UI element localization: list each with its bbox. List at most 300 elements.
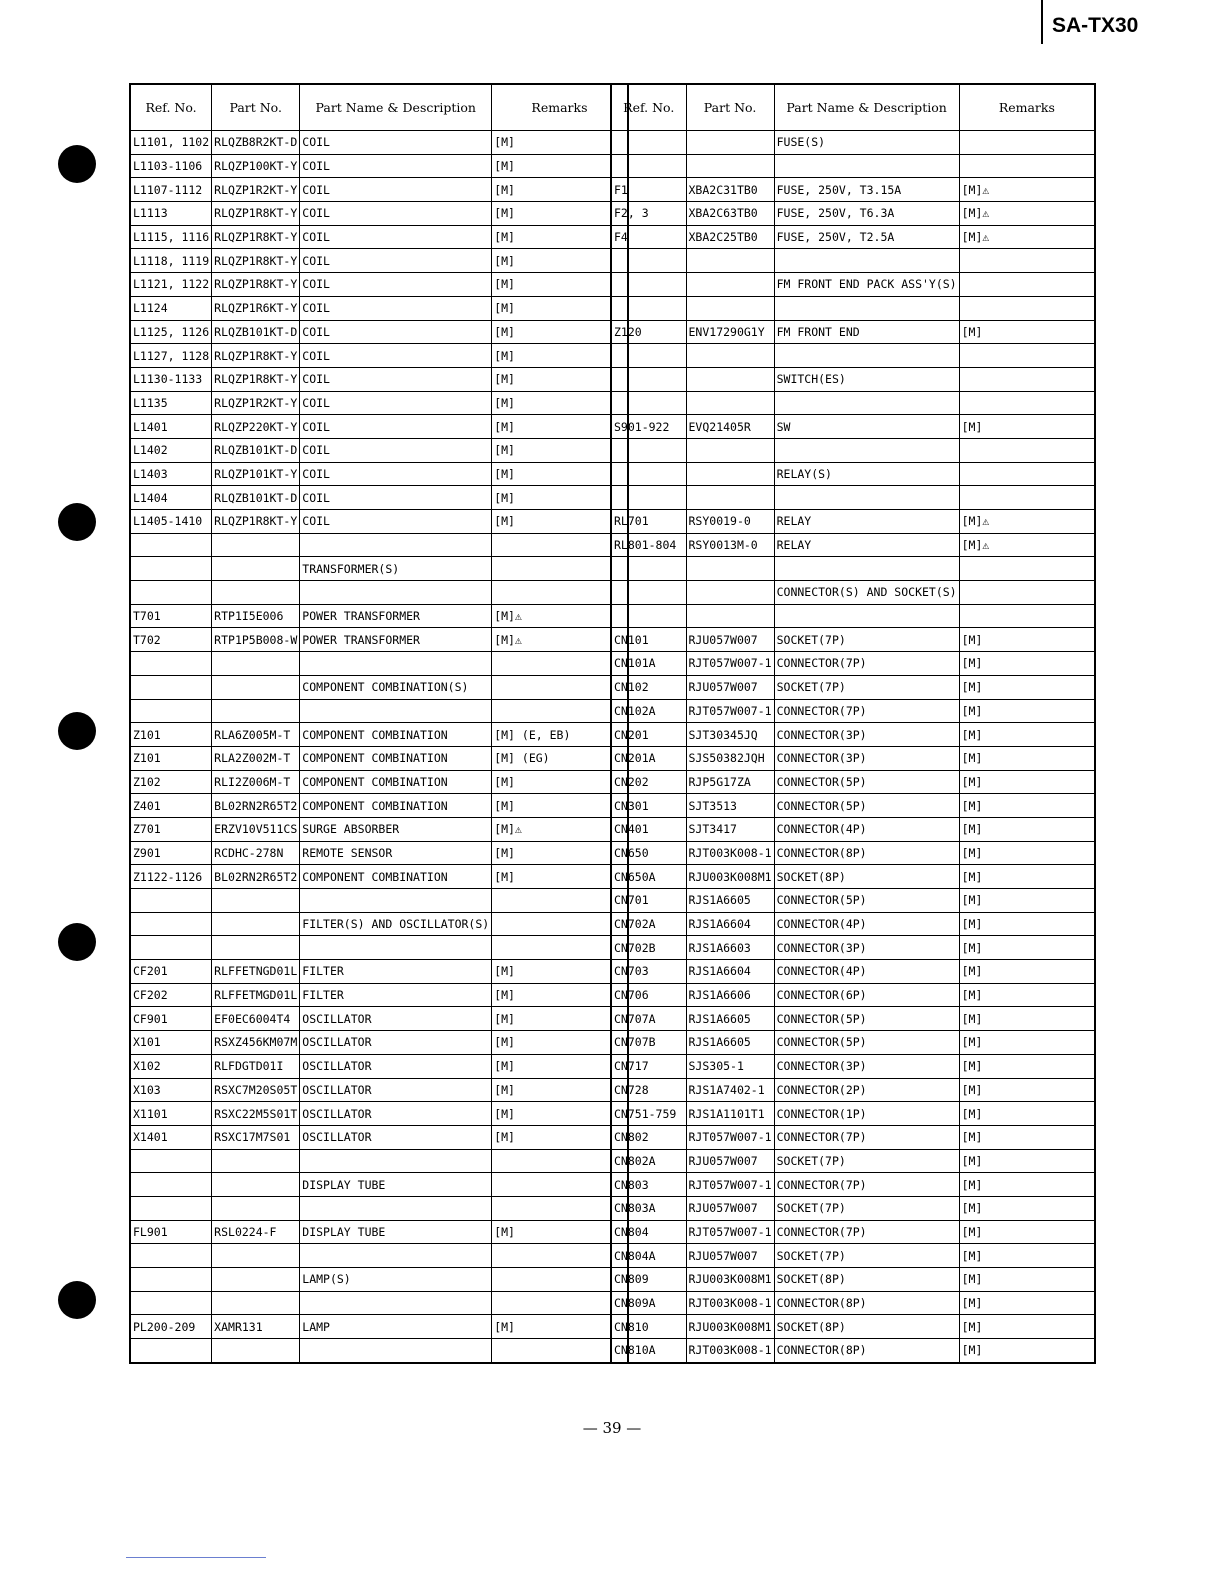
cell-part-no: RJU003K008M1 — [686, 1268, 774, 1292]
table-row — [130, 344, 628, 368]
cell-remarks — [959, 486, 1095, 510]
cell-ref-no: L1403 — [130, 462, 212, 486]
table-header-row — [130, 84, 628, 131]
cell-ref-no: CN809A — [611, 1291, 686, 1315]
cell-remarks — [492, 1173, 628, 1197]
cell-remarks — [959, 391, 1095, 415]
table-row — [130, 1244, 628, 1268]
cell-description: CONNECTOR(1P) — [774, 1102, 959, 1126]
table-row — [611, 131, 1095, 155]
cell-ref-no — [611, 367, 686, 391]
cell-part-no: SJS50382JQH — [686, 746, 774, 770]
cell-ref-no — [611, 249, 686, 273]
cell-ref-no: PL200-209 — [130, 1315, 212, 1339]
cell-ref-no — [130, 675, 212, 699]
cell-ref-no: CN202 — [611, 770, 686, 794]
col-header-name: Part Name & Description — [300, 84, 492, 131]
cell-part-no: RJT057W007-1 — [686, 1173, 774, 1197]
cell-description — [774, 391, 959, 415]
cell-remarks: [M] — [959, 1339, 1095, 1363]
cell-remarks: [M] — [959, 675, 1095, 699]
cell-remarks — [959, 581, 1095, 605]
col-header-remarks: Remarks — [959, 84, 1095, 131]
cell-description: SOCKET(8P) — [774, 1268, 959, 1292]
cell-part-no: RLQZP1R8KT-Y — [212, 249, 300, 273]
cell-remarks — [492, 889, 628, 913]
cell-ref-no — [130, 1149, 212, 1173]
cell-ref-no — [611, 581, 686, 605]
cell-ref-no — [611, 438, 686, 462]
cell-description: CONNECTOR(3P) — [774, 746, 959, 770]
cell-remarks: [M] — [959, 1268, 1095, 1292]
cell-description: SOCKET(8P) — [774, 865, 959, 889]
cell-description: CONNECTOR(4P) — [774, 817, 959, 841]
cell-description — [774, 296, 959, 320]
cell-description: OSCILLATOR — [300, 1125, 492, 1149]
cell-remarks: [M] — [959, 1291, 1095, 1315]
table-row — [611, 202, 1095, 226]
cell-ref-no: Z701 — [130, 817, 212, 841]
cell-remarks — [959, 438, 1095, 462]
cell-ref-no: CN703 — [611, 960, 686, 984]
table-row — [130, 699, 628, 723]
table-row — [130, 462, 628, 486]
cell-part-no: RJU003K008M1 — [686, 1315, 774, 1339]
cell-remarks: [M] — [492, 131, 628, 155]
cell-part-no: RJS1A6603 — [686, 936, 774, 960]
cell-remarks: [M] — [959, 983, 1095, 1007]
cell-ref-no: CN706 — [611, 983, 686, 1007]
cell-description: SOCKET(7P) — [774, 1149, 959, 1173]
cell-part-no — [212, 936, 300, 960]
cell-remarks: [M]⚠ — [492, 628, 628, 652]
cell-part-no: RJT057W007-1 — [686, 1220, 774, 1244]
cell-part-no: RSXZ456KM07M — [212, 1031, 300, 1055]
cell-part-no — [686, 154, 774, 178]
table-row — [130, 628, 628, 652]
cell-ref-no: X103 — [130, 1078, 212, 1102]
cell-remarks: [M] — [492, 510, 628, 534]
table-row — [611, 604, 1095, 628]
cell-remarks: [M] — [959, 1149, 1095, 1173]
cell-remarks: [M] — [959, 841, 1095, 865]
cell-description: COIL — [300, 367, 492, 391]
table-row — [611, 1078, 1095, 1102]
cell-remarks: [M] — [492, 367, 628, 391]
cell-description: SOCKET(7P) — [774, 1196, 959, 1220]
cell-remarks: [M] — [492, 344, 628, 368]
cell-part-no: RJT003K008-1 — [686, 1291, 774, 1315]
cell-description — [774, 557, 959, 581]
cell-ref-no — [611, 131, 686, 155]
cell-description: CONNECTOR(7P) — [774, 1220, 959, 1244]
table-row — [130, 746, 628, 770]
binder-hole — [58, 145, 96, 183]
cell-part-no — [212, 652, 300, 676]
cell-description: SOCKET(8P) — [774, 1315, 959, 1339]
cell-ref-no: RL801-804 — [611, 533, 686, 557]
table-row — [611, 1315, 1095, 1339]
cell-description: COIL — [300, 438, 492, 462]
table-row — [130, 889, 628, 913]
cell-description: DISPLAY TUBE — [300, 1173, 492, 1197]
cell-description: COMPONENT COMBINATION — [300, 865, 492, 889]
cell-remarks: [M] — [492, 1315, 628, 1339]
cell-part-no: RLQZP220KT-Y — [212, 415, 300, 439]
cell-description: POWER TRANSFORMER — [300, 628, 492, 652]
col-header-part: Part No. — [212, 84, 300, 131]
cell-description — [300, 533, 492, 557]
table-row — [611, 889, 1095, 913]
col-header-ref: Ref. No. — [130, 84, 212, 131]
cell-part-no — [686, 581, 774, 605]
cell-ref-no: CN102A — [611, 699, 686, 723]
cell-part-no: RLI2Z006M-T — [212, 770, 300, 794]
cell-part-no: EF0EC6004T4 — [212, 1007, 300, 1031]
cell-description: CONNECTOR(5P) — [774, 770, 959, 794]
cell-description: RELAY — [774, 510, 959, 534]
cell-remarks: [M] — [959, 1315, 1095, 1339]
cell-remarks — [959, 344, 1095, 368]
cell-ref-no: CF202 — [130, 983, 212, 1007]
cell-description: FILTER — [300, 983, 492, 1007]
cell-ref-no: L1124 — [130, 296, 212, 320]
table-row — [130, 533, 628, 557]
cell-remarks: [M] — [492, 1125, 628, 1149]
cell-description — [774, 604, 959, 628]
table-row — [130, 1031, 628, 1055]
table-row — [130, 225, 628, 249]
cell-remarks: [M] — [492, 320, 628, 344]
cell-description — [300, 1244, 492, 1268]
table-row — [130, 723, 628, 747]
cell-remarks: [M] — [492, 225, 628, 249]
cell-description: CONNECTOR(5P) — [774, 889, 959, 913]
cell-part-no — [212, 581, 300, 605]
cell-description: COIL — [300, 273, 492, 297]
cell-ref-no: Z901 — [130, 841, 212, 865]
table-row — [130, 154, 628, 178]
cell-remarks: [M] — [959, 889, 1095, 913]
cell-remarks: [M] — [492, 462, 628, 486]
table-row — [611, 936, 1095, 960]
table-row — [611, 1102, 1095, 1126]
table-row — [130, 1054, 628, 1078]
cell-ref-no — [130, 581, 212, 605]
cell-remarks: [M] — [492, 273, 628, 297]
cell-remarks: [M] — [492, 1078, 628, 1102]
cell-part-no — [212, 1339, 300, 1363]
cell-ref-no: CN702B — [611, 936, 686, 960]
cell-remarks: [M] — [959, 652, 1095, 676]
cell-ref-no — [611, 344, 686, 368]
cell-description — [774, 486, 959, 510]
cell-ref-no: L1401 — [130, 415, 212, 439]
cell-remarks: [M] — [959, 1173, 1095, 1197]
cell-remarks: [M] — [959, 723, 1095, 747]
cell-part-no: RJT057W007-1 — [686, 1125, 774, 1149]
cell-description: CONNECTOR(2P) — [774, 1078, 959, 1102]
cell-description: CONNECTOR(5P) — [774, 1007, 959, 1031]
cell-remarks: [M] — [492, 1220, 628, 1244]
cell-remarks — [492, 1339, 628, 1363]
cell-description: FILTER(S) AND OSCILLATOR(S) — [300, 912, 492, 936]
cell-remarks: [M] — [492, 249, 628, 273]
cell-ref-no — [130, 889, 212, 913]
cell-ref-no: CN707B — [611, 1031, 686, 1055]
cell-description: CONNECTOR(3P) — [774, 723, 959, 747]
table-row — [611, 652, 1095, 676]
cell-part-no — [212, 699, 300, 723]
cell-remarks: [M] — [492, 202, 628, 226]
cell-description: COIL — [300, 391, 492, 415]
cell-description: CONNECTOR(S) AND SOCKET(S) — [774, 581, 959, 605]
cell-description: TRANSFORMER(S) — [300, 557, 492, 581]
cell-part-no: RLQZP1R2KT-Y — [212, 178, 300, 202]
cell-remarks: [M] — [959, 960, 1095, 984]
cell-description: RELAY — [774, 533, 959, 557]
col-header-name: Part Name & Description — [774, 84, 959, 131]
cell-remarks — [492, 557, 628, 581]
cell-ref-no — [130, 533, 212, 557]
cell-part-no: RCDHC-278N — [212, 841, 300, 865]
cell-description: COIL — [300, 225, 492, 249]
table-row — [130, 510, 628, 534]
table-row — [130, 1007, 628, 1031]
cell-part-no: XBA2C25TB0 — [686, 225, 774, 249]
col-header-remarks: Remarks — [492, 84, 628, 131]
cell-part-no: ENV17290G1Y — [686, 320, 774, 344]
table-row — [611, 1220, 1095, 1244]
cell-remarks: [M]⚠ — [959, 202, 1095, 226]
table-row — [130, 131, 628, 155]
cell-ref-no: L1135 — [130, 391, 212, 415]
cell-description: CONNECTOR(3P) — [774, 1054, 959, 1078]
table-row — [130, 652, 628, 676]
cell-part-no: SJS305-1 — [686, 1054, 774, 1078]
cell-description: COIL — [300, 178, 492, 202]
cell-ref-no: L1121, 1122 — [130, 273, 212, 297]
cell-ref-no: F2, 3 — [611, 202, 686, 226]
table-row — [611, 462, 1095, 486]
cell-description — [300, 1339, 492, 1363]
cell-part-no: RJS1A6604 — [686, 912, 774, 936]
table-row — [611, 1125, 1095, 1149]
header-divider — [1041, 0, 1043, 44]
cell-ref-no: X1101 — [130, 1102, 212, 1126]
table-row — [130, 1196, 628, 1220]
table-row — [130, 557, 628, 581]
cell-description: COIL — [300, 486, 492, 510]
cell-ref-no — [130, 1173, 212, 1197]
cell-part-no — [686, 438, 774, 462]
cell-remarks: [M]⚠ — [492, 604, 628, 628]
table-header-row — [611, 84, 1095, 131]
cell-description: CONNECTOR(8P) — [774, 1291, 959, 1315]
cell-ref-no: CN101 — [611, 628, 686, 652]
cell-description: CONNECTOR(4P) — [774, 912, 959, 936]
cell-description — [300, 889, 492, 913]
cell-ref-no: T701 — [130, 604, 212, 628]
cell-description: CONNECTOR(7P) — [774, 699, 959, 723]
table-row — [130, 273, 628, 297]
cell-description: COIL — [300, 154, 492, 178]
cell-ref-no: Z120 — [611, 320, 686, 344]
cell-remarks: [M] — [959, 628, 1095, 652]
cell-part-no — [686, 249, 774, 273]
table-row — [611, 960, 1095, 984]
cell-part-no — [212, 1149, 300, 1173]
cell-description: SWITCH(ES) — [774, 367, 959, 391]
cell-ref-no: L1130-1133 — [130, 367, 212, 391]
cell-ref-no: CN650 — [611, 841, 686, 865]
cell-ref-no — [611, 296, 686, 320]
cell-remarks — [492, 675, 628, 699]
table-row — [611, 249, 1095, 273]
cell-part-no: XBA2C31TB0 — [686, 178, 774, 202]
cell-part-no: RJS1A6604 — [686, 960, 774, 984]
table-row — [611, 438, 1095, 462]
cell-remarks — [492, 912, 628, 936]
cell-description: FM FRONT END PACK ASS'Y(S) — [774, 273, 959, 297]
cell-ref-no: RL701 — [611, 510, 686, 534]
col-header-ref: Ref. No. — [611, 84, 686, 131]
table-row — [130, 486, 628, 510]
cell-ref-no: CN804 — [611, 1220, 686, 1244]
cell-remarks: [M] — [492, 841, 628, 865]
cell-ref-no: L1118, 1119 — [130, 249, 212, 273]
table-row — [130, 178, 628, 202]
binder-hole — [58, 503, 96, 541]
cell-part-no: RLFDGTD01I — [212, 1054, 300, 1078]
cell-description: FUSE, 250V, T6.3A — [774, 202, 959, 226]
cell-remarks: [M] — [492, 486, 628, 510]
cell-part-no: RSXC22M5S01T — [212, 1102, 300, 1126]
cell-remarks: [M] — [492, 391, 628, 415]
table-row — [611, 1031, 1095, 1055]
cell-remarks: [M] — [492, 960, 628, 984]
cell-ref-no: CN802 — [611, 1125, 686, 1149]
cell-description: CONNECTOR(4P) — [774, 960, 959, 984]
table-row — [611, 225, 1095, 249]
binder-hole — [58, 923, 96, 961]
binder-hole — [58, 712, 96, 750]
cell-part-no: RSY0019-0 — [686, 510, 774, 534]
cell-ref-no: FL901 — [130, 1220, 212, 1244]
cell-remarks: [M] — [959, 912, 1095, 936]
cell-remarks — [959, 249, 1095, 273]
table-row — [611, 1173, 1095, 1197]
cell-part-no: RJT057W007-1 — [686, 652, 774, 676]
cell-ref-no: CN804A — [611, 1244, 686, 1268]
cell-part-no: EVQ21405R — [686, 415, 774, 439]
table-row — [130, 202, 628, 226]
table-row — [130, 1125, 628, 1149]
cell-part-no: RJU057W007 — [686, 1196, 774, 1220]
cell-part-no: RLA6Z005M-T — [212, 723, 300, 747]
cell-description: FUSE, 250V, T3.15A — [774, 178, 959, 202]
parts-table-left — [129, 83, 629, 1364]
cell-ref-no — [130, 1339, 212, 1363]
table-row — [611, 770, 1095, 794]
cell-part-no: XAMR131 — [212, 1315, 300, 1339]
cell-part-no — [686, 604, 774, 628]
cell-ref-no: L1101, 1102 — [130, 131, 212, 155]
cell-remarks: [M] — [959, 1007, 1095, 1031]
cell-description: COMPONENT COMBINATION(S) — [300, 675, 492, 699]
cell-description: RELAY(S) — [774, 462, 959, 486]
cell-description: OSCILLATOR — [300, 1078, 492, 1102]
table-row — [611, 1007, 1095, 1031]
cell-description: OSCILLATOR — [300, 1054, 492, 1078]
cell-remarks: [M] — [959, 1102, 1095, 1126]
cell-description — [300, 936, 492, 960]
cell-ref-no: L1402 — [130, 438, 212, 462]
cell-remarks: [M] — [492, 1031, 628, 1055]
cell-part-no: RLQZP1R8KT-Y — [212, 202, 300, 226]
table-row — [130, 1291, 628, 1315]
cell-part-no: RLQZP1R6KT-Y — [212, 296, 300, 320]
cell-remarks: [M] — [959, 936, 1095, 960]
cell-part-no: RLFFETNGD01L — [212, 960, 300, 984]
cell-remarks: [M] — [492, 794, 628, 818]
cell-description: COIL — [300, 510, 492, 534]
table-row — [611, 178, 1095, 202]
cell-ref-no: CN101A — [611, 652, 686, 676]
cell-description — [774, 249, 959, 273]
table-row — [130, 1078, 628, 1102]
cell-ref-no: CN201A — [611, 746, 686, 770]
cell-ref-no — [130, 557, 212, 581]
cell-description: COIL — [300, 462, 492, 486]
cell-ref-no: L1107-1112 — [130, 178, 212, 202]
cell-ref-no: L1404 — [130, 486, 212, 510]
cell-description: COIL — [300, 131, 492, 155]
cell-remarks: [M] — [492, 1007, 628, 1031]
table-row — [611, 344, 1095, 368]
cell-part-no: RJS1A6606 — [686, 983, 774, 1007]
cell-ref-no — [130, 936, 212, 960]
cell-part-no: SJT3417 — [686, 817, 774, 841]
table-row — [611, 794, 1095, 818]
cell-part-no: RLQZP1R8KT-Y — [212, 344, 300, 368]
cell-remarks: [M] — [959, 1125, 1095, 1149]
cell-ref-no: X102 — [130, 1054, 212, 1078]
cell-ref-no: X1401 — [130, 1125, 212, 1149]
table-row — [130, 770, 628, 794]
table-row — [611, 1268, 1095, 1292]
cell-part-no: RSL0224-F — [212, 1220, 300, 1244]
cell-remarks: [M] (E, EB) — [492, 723, 628, 747]
table-row — [611, 723, 1095, 747]
table-row — [611, 154, 1095, 178]
cell-part-no — [212, 1268, 300, 1292]
table-row — [130, 936, 628, 960]
parts-table-right — [610, 83, 1096, 1364]
cell-remarks: [M]⚠ — [959, 533, 1095, 557]
cell-ref-no: CF201 — [130, 960, 212, 984]
cell-remarks: [M] — [959, 1078, 1095, 1102]
cell-part-no — [212, 1244, 300, 1268]
table-row — [130, 983, 628, 1007]
table-row — [611, 628, 1095, 652]
table-row — [130, 581, 628, 605]
cell-part-no: RJS1A1101T1 — [686, 1102, 774, 1126]
cell-part-no: RJU003K008M1 — [686, 865, 774, 889]
table-row — [611, 1196, 1095, 1220]
cell-remarks — [959, 154, 1095, 178]
cell-part-no: RLFFETMGD01L — [212, 983, 300, 1007]
